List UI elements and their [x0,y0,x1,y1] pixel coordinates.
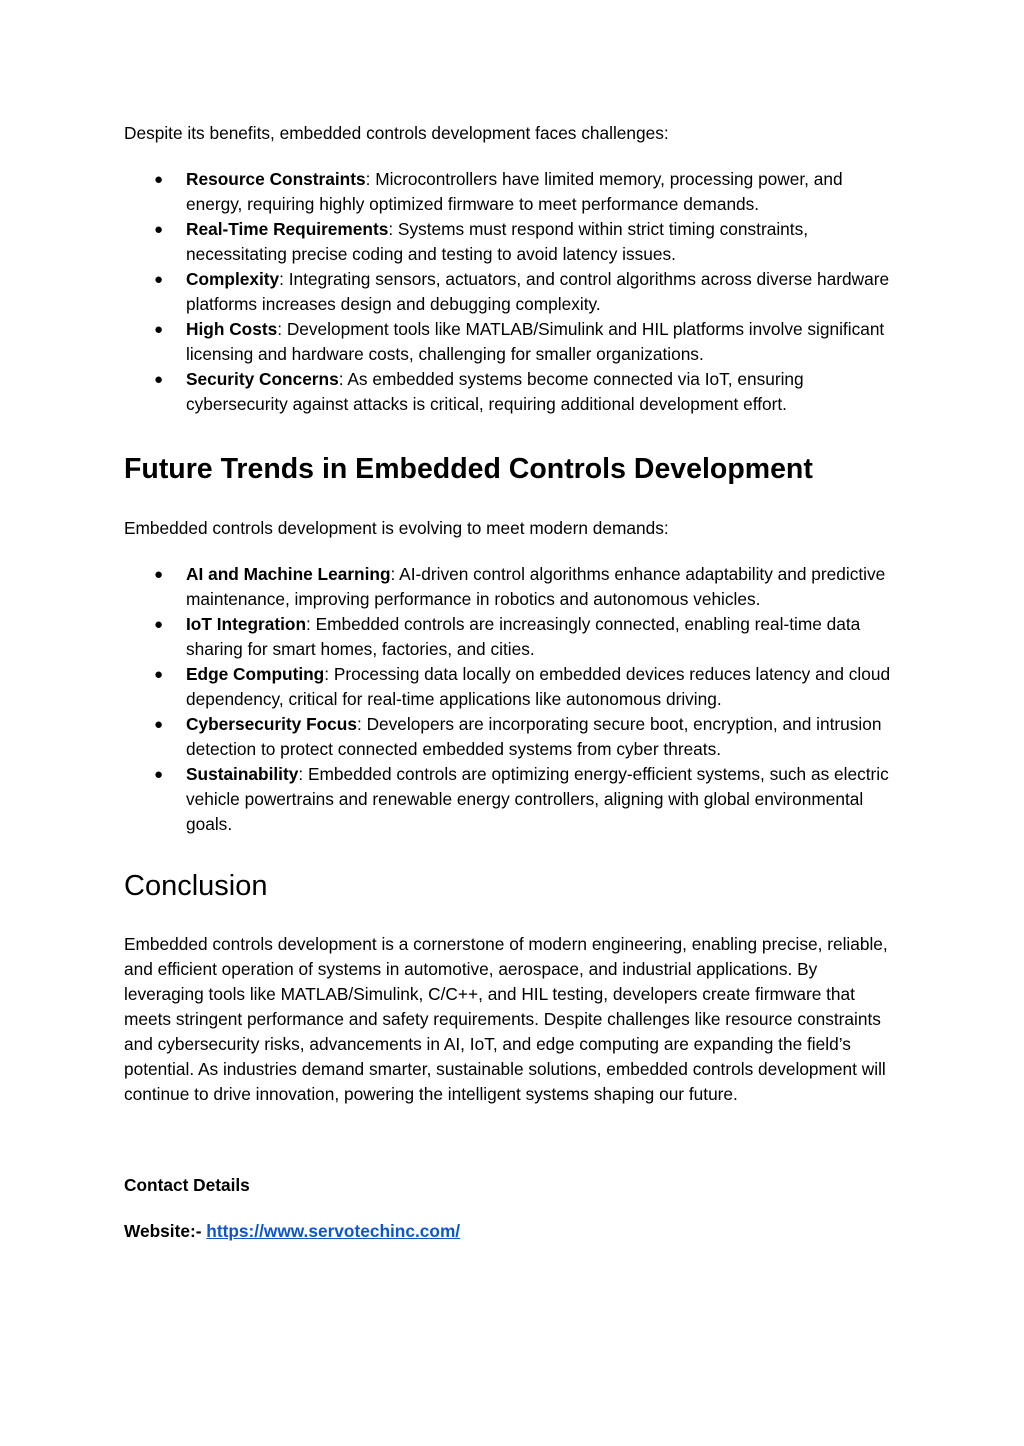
list-item-term: Resource Constraints [186,169,366,189]
website-line [124,1219,894,1244]
bullet-icon: ● [154,616,164,633]
list-item-term: Security Concerns [186,369,339,389]
list-item-text: : Development tools like MATLAB/Simulink and HIL platforms involve significant licensing and hardware costs, challenging for smaller organizations. [186,319,885,364]
trends-list [124,562,894,837]
list-item [124,267,894,317]
list-item [124,712,894,762]
challenges-list [124,167,894,417]
document-page [124,121,894,1244]
list-item [124,762,894,837]
website-label: Website:- [124,1221,202,1241]
list-item-text: : Embedded controls are increasingly connected, enabling real-time data sharing for smart homes, factories, and cities. [186,614,861,659]
bullet-icon: ● [154,271,164,288]
list-item [124,612,894,662]
list-item-term: Cybersecurity Focus [186,714,357,734]
list-item-text: : Integrating sensors, actuators, and control algorithms across diverse hardware platforms increases design and debugging complexity. [186,269,890,314]
list-item-text: : Systems must respond within strict timing constraints, necessitating precise coding and testing to avoid latency issues. [186,219,809,264]
list-item-term: IoT Integration [186,614,306,634]
conclusion-body: Embedded controls development is a cornerstone of modern engineering, enabling precise, reliable, and efficient operation of systems in automotive, aerospace, and industrial applications. By leveraging tools like MATLAB/Simulink, C/C++, and HIL testing, developers create firmware that meets stringent performance and safety requirements. Despite challenges like resource constraints and cybersecurity risks, advancements in AI, IoT, and edge computing are expanding the field’s potential. As industries demand smarter, sustainable solutions, embedded controls development will continue to drive innovation, powering the intelligent systems shaping our future. [124,934,888,1104]
bullet-icon: ● [154,666,164,683]
list-item-text: : As embedded systems become connected via IoT, ensuring cybersecurity against attacks is critical, requiring additional development effort. [186,369,804,414]
bullet-icon: ● [154,171,164,188]
website-link[interactable]: https://www.servotechinc.com/ [206,1221,461,1241]
conclusion-heading: Conclusion [124,870,268,902]
list-item-text: : AI-driven control algorithms enhance adaptability and predictive maintenance, improving performance in robotics and autonomous vehicles. [186,564,886,609]
list-item [124,662,894,712]
list-item-term: Sustainability [186,764,299,784]
list-item [124,367,894,417]
bullet-icon: ● [154,716,164,733]
list-item [124,562,894,612]
bullet-icon: ● [154,766,164,783]
list-item-text: : Embedded controls are optimizing energy-efficient systems, such as electric vehicle powertrains and renewable energy controllers, aligning with global environmental goals. [186,764,889,834]
list-item-term: AI and Machine Learning [186,564,391,584]
bullet-icon: ● [154,566,164,583]
list-item-text: : Microcontrollers have limited memory, processing power, and energy, requiring highly optimized firmware to meet performance demands. [186,169,843,214]
list-item-term: Edge Computing [186,664,325,684]
list-item [124,217,894,267]
trends-intro: Embedded controls development is evolving to meet modern demands: [124,518,669,538]
list-item-term: High Costs [186,319,278,339]
challenges-intro: Despite its benefits, embedded controls development faces challenges: [124,123,669,143]
trends-heading: Future Trends in Embedded Controls Development [124,453,813,485]
list-item-term: Complexity [186,269,280,289]
bullet-icon: ● [154,321,164,338]
list-item [124,167,894,217]
bullet-icon: ● [154,221,164,238]
list-item-term: Real-Time Requirements [186,219,389,239]
list-item-text: : Processing data locally on embedded devices reduces latency and cloud dependency, critical for real-time applications like autonomous driving. [186,664,891,709]
bullet-icon: ● [154,371,164,388]
list-item-text: : Developers are incorporating secure boot, encryption, and intrusion detection to protect connected embedded systems from cyber threats. [186,714,882,759]
list-item [124,317,894,367]
contact-title: Contact Details [124,1175,250,1195]
